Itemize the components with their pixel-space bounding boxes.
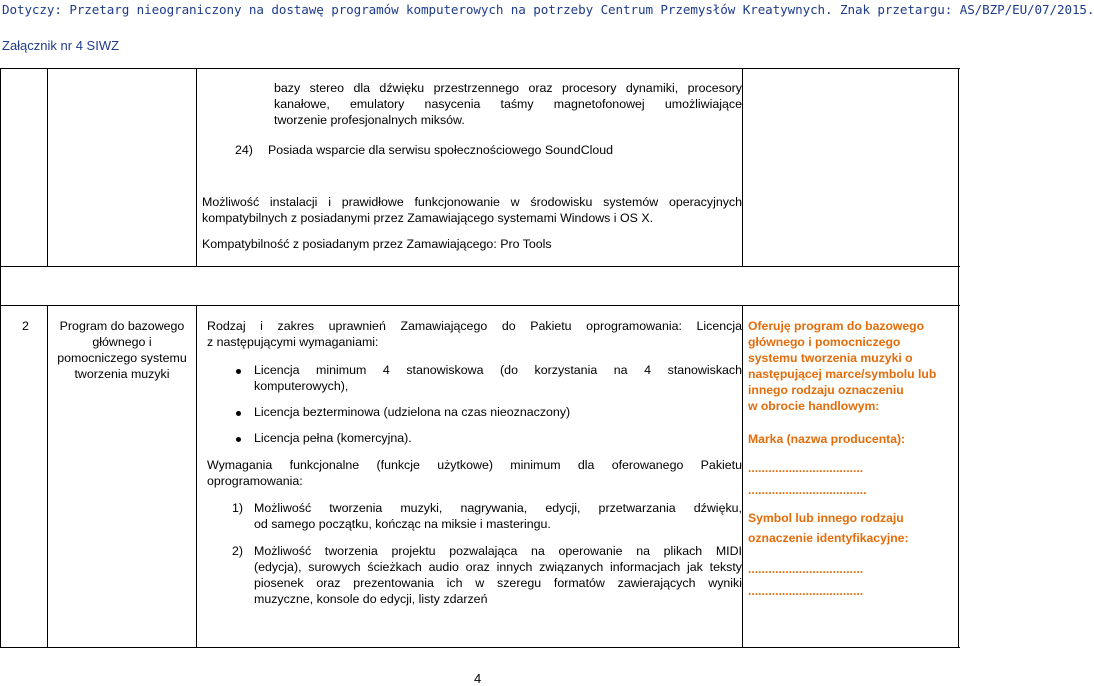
offer-line: innego rodzaju oznaczeniu: [748, 383, 904, 397]
table-row-divider: [0, 266, 960, 267]
requirement-text: Możliwość tworzenia projektu pozwalająca na operowanie na plikach MIDI: [254, 544, 742, 558]
requirement-text: kanałowe, emulatory nasycenia taśmy magnetofonowej umożliwiające: [274, 97, 742, 111]
product-name-line: Program do bazowego: [59, 319, 185, 333]
requirement-text: komputerowych),: [254, 379, 349, 393]
col-divider: [196, 68, 197, 267]
requirement-text: z następującymi wymaganiami:: [207, 335, 379, 349]
col-divider: [47, 68, 48, 267]
col-divider: [47, 305, 48, 648]
col-divider: [742, 305, 743, 648]
requirement-text: Możliwość instalacji i prawidłowe funkcjonowanie w środowisku systemów operacyjnych: [202, 195, 742, 209]
brand-fill-line[interactable]: ...................................: [748, 483, 867, 497]
requirement-text: Licencja minimum 4 stanowiskowa (do korzystania na 4 stanowiskach: [254, 363, 742, 377]
brand-label: Marka (nazwa producenta):: [748, 432, 906, 446]
requirement-text: od samego początku, kończąc na miksie i masteringu.: [254, 517, 551, 531]
attachment-label: Załącznik nr 4 SIWZ: [2, 38, 120, 53]
item-number: 24): [235, 143, 253, 157]
product-name-line: tworzenia muzyki: [74, 367, 170, 381]
offer-line: następującej marce/symbolu lub: [748, 367, 937, 381]
product-name: [52, 318, 192, 382]
table-row-divider: [0, 305, 960, 306]
product-name-line: pomocniczego systemu: [57, 351, 187, 365]
requirement-text: piosenek oraz prezentowania ich w szeregu formatów zawierających wyniki: [254, 576, 742, 590]
item-number: 1): [232, 501, 244, 515]
requirement-text: muzyczne, konsole do edycji, listy zdarzeń: [254, 592, 488, 606]
product-name-line: głównego i: [92, 335, 152, 349]
bullet-icon: [236, 437, 241, 442]
page-number: 4: [474, 671, 482, 686]
col-divider: [742, 68, 743, 267]
offer-line: głównego i pomocniczego: [748, 335, 901, 349]
requirement-text: Posiada wsparcie dla serwisu społecznościowego SoundCloud: [268, 143, 614, 157]
requirement-text: Rodzaj i zakres uprawnień Zamawiającego do Pakietu oprogramowania: Licencja: [207, 319, 742, 333]
requirement-text: bazy stereo dla dźwięku przestrzennego oraz procesory dynamiki, procesory: [274, 81, 742, 95]
symbol-fill-line[interactable]: ..................................: [748, 562, 864, 576]
offer-line: systemu tworzenia muzyki o: [748, 351, 913, 365]
brand-fill-line[interactable]: ..................................: [748, 461, 864, 475]
table-bottom-border: [0, 647, 960, 648]
row-number: 2: [22, 319, 29, 333]
requirement-text: kompatybilnych z posiadanymi przez Zamawiającego systemami Windows i OS X.: [202, 211, 654, 225]
offer-line: w obrocie handlowym:: [748, 399, 880, 413]
symbol-fill-line[interactable]: ..................................: [748, 584, 864, 598]
table-left-border: [0, 68, 1, 648]
requirement-text: Możliwość tworzenia muzyki, nagrywania, edycji, przetwarzania dźwięku,: [254, 501, 742, 515]
requirement-text: oprogramowania:: [207, 474, 303, 488]
requirement-text: Licencja pełna (komercyjna).: [254, 431, 412, 445]
requirement-text: Wymagania funkcjonalne (funkcje użytkowe) minimum dla oferowanego Pakietu: [207, 458, 742, 472]
bullet-icon: [236, 411, 241, 416]
item-number: 2): [232, 544, 244, 558]
requirement-text: Kompatybilność z posiadanym przez Zamawiającego: Pro Tools: [202, 237, 552, 251]
document-header: Dotyczy: Przetarg nieograniczony na dostawę programów komputerowych na potrzeby Centrum Przemysłów Kreatywnych. Znak przetargu: AS/BZP/EU/07/2015.: [2, 2, 1094, 17]
symbol-label-line: Symbol lub innego rodzaju: [748, 511, 904, 525]
requirement-text: tworzenie profesjonalnych miksów.: [274, 113, 465, 127]
offer-line: Oferuję program do bazowego: [748, 319, 925, 333]
table-right-border: [958, 68, 959, 648]
bullet-icon: [236, 369, 241, 374]
symbol-label-line: oznaczenie identyfikacyjne:: [748, 531, 909, 545]
col-divider: [196, 305, 197, 648]
requirement-text: Licencja bezterminowa (udzielona na czas nieoznaczony): [254, 405, 571, 419]
requirement-text: (edycja), surowych ścieżkach audio oraz innych związanych informacjach jak teksty: [254, 560, 742, 574]
offer-declaration: [748, 318, 956, 414]
symbol-label: [748, 510, 909, 546]
table-top-border: [0, 68, 960, 69]
